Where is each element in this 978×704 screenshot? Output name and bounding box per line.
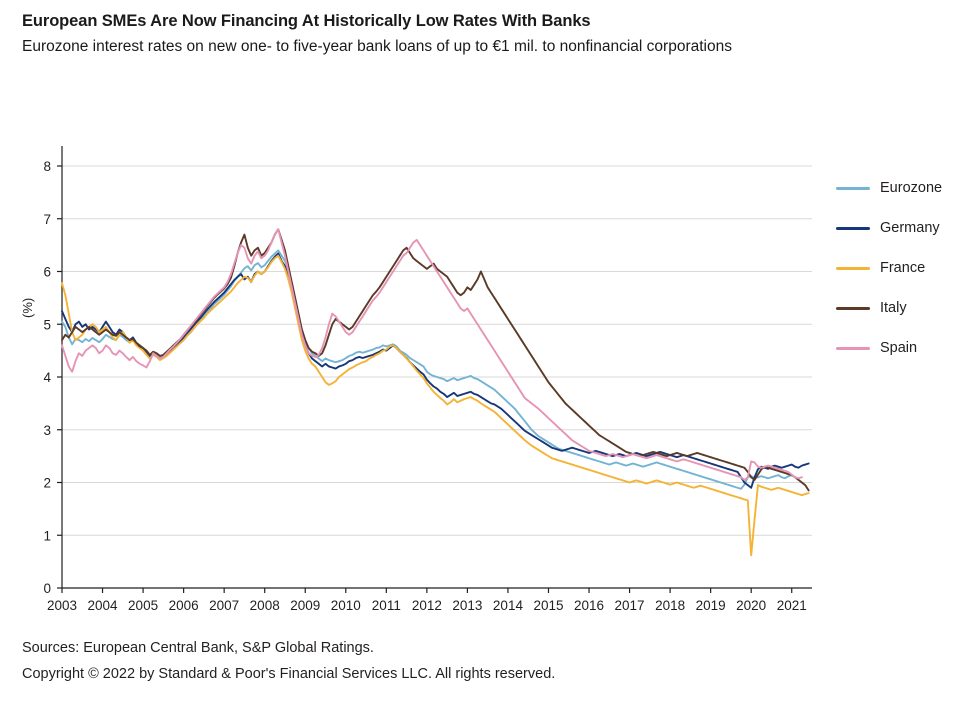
series-line-france	[62, 256, 809, 556]
x-tick-label: 2012	[411, 598, 442, 613]
legend-item-spain[interactable]	[836, 328, 976, 368]
x-tick-label: 2005	[128, 598, 159, 613]
copyright-note: Copyright © 2022 by Standard & Poor's Financial Services LLC. All rights reserved.	[22, 666, 556, 682]
y-tick-label: 5	[43, 317, 51, 333]
legend-item-italy[interactable]	[836, 288, 976, 328]
y-tick-label: 6	[43, 264, 51, 280]
y-tick-label: 2	[43, 475, 51, 491]
x-tick-label: 2003	[46, 598, 78, 613]
legend-swatch-icon	[836, 267, 870, 270]
x-tick-label: 2019	[695, 598, 726, 613]
page-title: European SMEs Are Now Financing At Historically Low Rates With Banks	[22, 12, 591, 30]
x-tick-label: 2013	[452, 598, 483, 613]
legend-item-eurozone[interactable]	[836, 168, 976, 208]
legend-label: Germany	[880, 220, 940, 236]
legend-swatch-icon	[836, 227, 870, 230]
series-line-spain	[62, 229, 802, 480]
x-tick-label: 2017	[614, 598, 645, 613]
x-tick-label: 2008	[249, 598, 280, 613]
legend-item-germany[interactable]	[836, 208, 976, 248]
y-tick-label: 8	[43, 159, 51, 174]
legend-swatch-icon	[836, 307, 870, 310]
legend-swatch-icon	[836, 347, 870, 350]
x-tick-label: 2018	[655, 598, 686, 613]
x-tick-label: 2011	[371, 598, 401, 613]
legend-label: Spain	[880, 340, 918, 356]
y-axis-label: (%)	[20, 297, 35, 318]
x-tick-label: 2016	[574, 598, 605, 613]
y-tick-label: 3	[43, 422, 51, 438]
x-tick-label: 2021	[776, 598, 807, 613]
legend-label: France	[880, 260, 926, 276]
legend-label: Italy	[880, 300, 907, 316]
legend-label: Eurozone	[880, 180, 943, 196]
x-tick-label: 2014	[492, 598, 523, 613]
x-tick-label: 2006	[168, 598, 199, 613]
y-tick-label: 0	[43, 581, 51, 596]
x-tick-label: 2010	[330, 598, 361, 613]
x-tick-label: 2020	[736, 598, 767, 613]
y-tick-label: 1	[43, 528, 51, 544]
x-tick-label: 2004	[87, 598, 118, 613]
legend-item-france[interactable]	[836, 248, 976, 288]
series-line-eurozone	[62, 250, 795, 488]
x-tick-label: 2009	[290, 598, 321, 613]
x-tick-label: 2007	[209, 598, 240, 613]
x-tick-label: 2015	[533, 598, 564, 613]
sources-note: Sources: European Central Bank, S&P Global Ratings.	[22, 640, 374, 656]
y-tick-label: 7	[43, 211, 51, 227]
y-tick-label: 4	[43, 370, 51, 385]
chart-legend	[836, 168, 976, 368]
page-subtitle: Eurozone interest rates on new one- to five-year bank loans of up to €1 mil. to nonfinancial corporations	[22, 38, 732, 55]
legend-swatch-icon	[836, 187, 870, 190]
